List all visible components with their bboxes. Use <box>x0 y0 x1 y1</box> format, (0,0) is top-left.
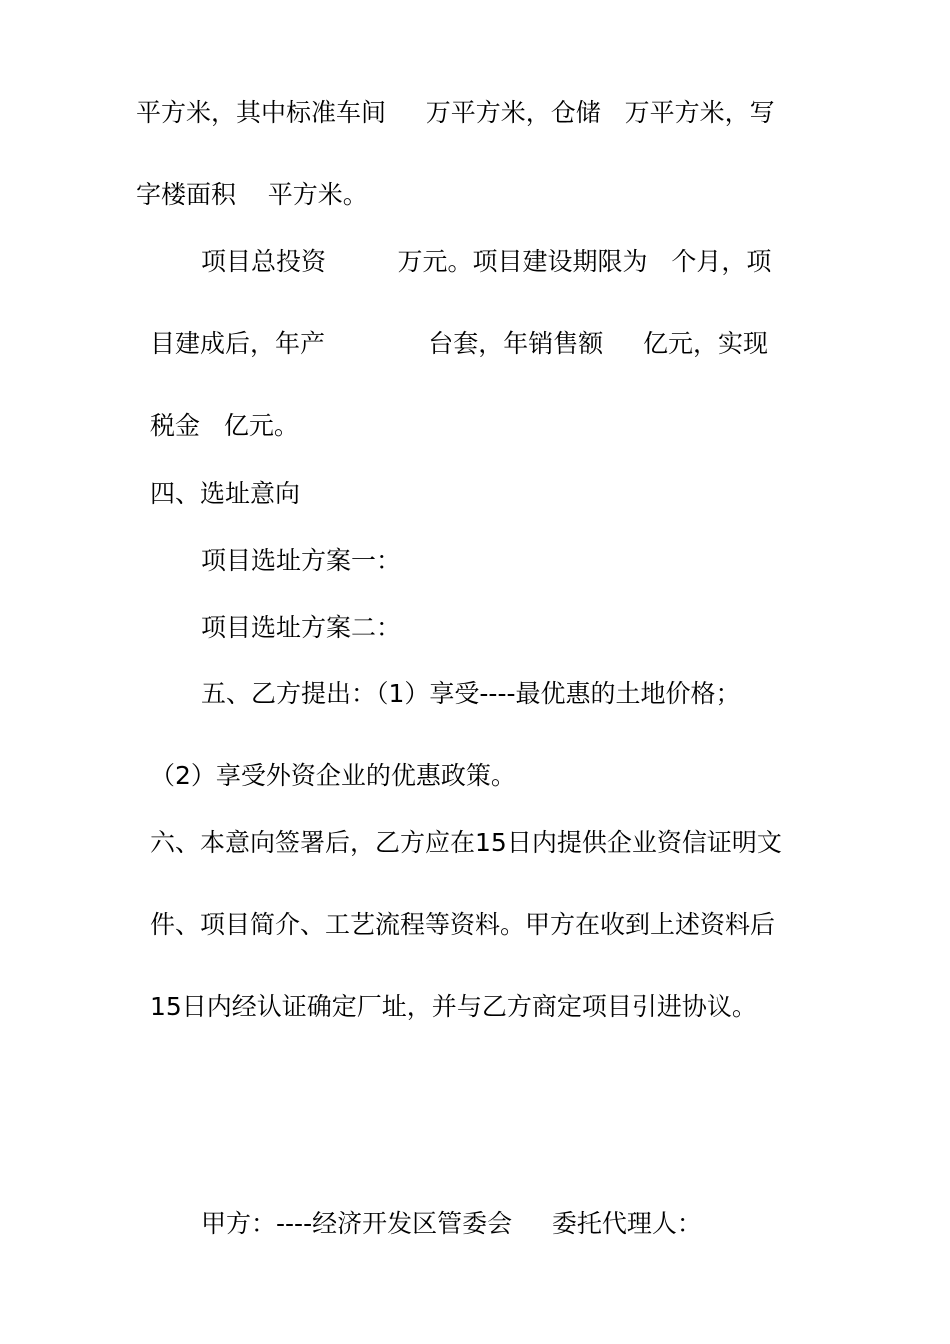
text-line-party-b-request-2: （2）享受外资企业的优惠政策。 <box>150 761 516 790</box>
text-line-5: 税金 亿元。 <box>150 411 299 440</box>
text-line-site-option-2: 项目选址方案二： <box>201 613 402 642</box>
text-line-4: 目建成后，年产 台套，年销售额 亿元，实现 <box>150 329 769 358</box>
text-line-2: 字楼面积 平方米。 <box>136 180 368 209</box>
text-line-clause-6-2: 件、项目简介、工艺流程等资料。甲方在收到上述资料后 <box>150 910 776 939</box>
text-line-clause-6-3: 15日内经认证确定厂址，并与乙方商定项目引进协议。 <box>150 992 757 1021</box>
text-line-3: 项目总投资 万元。项目建设期限为 个月，项 <box>201 247 772 276</box>
text-line-party-b-request-1: 五、乙方提出：（1）享受----最优惠的土地价格； <box>201 679 741 708</box>
text-line-clause-6-1: 六、本意向签署后，乙方应在15日内提供企业资信证明文 <box>150 828 782 857</box>
text-line-site-option-1: 项目选址方案一： <box>201 546 402 575</box>
signature-line: 甲方：----经济开发区管委会 委托代理人： <box>201 1209 702 1238</box>
section-heading-site-selection: 四、选址意向 <box>150 479 301 508</box>
text-line-1: 平方米，其中标准车间 万平方米，仓储 万平方米，写 <box>136 98 775 127</box>
